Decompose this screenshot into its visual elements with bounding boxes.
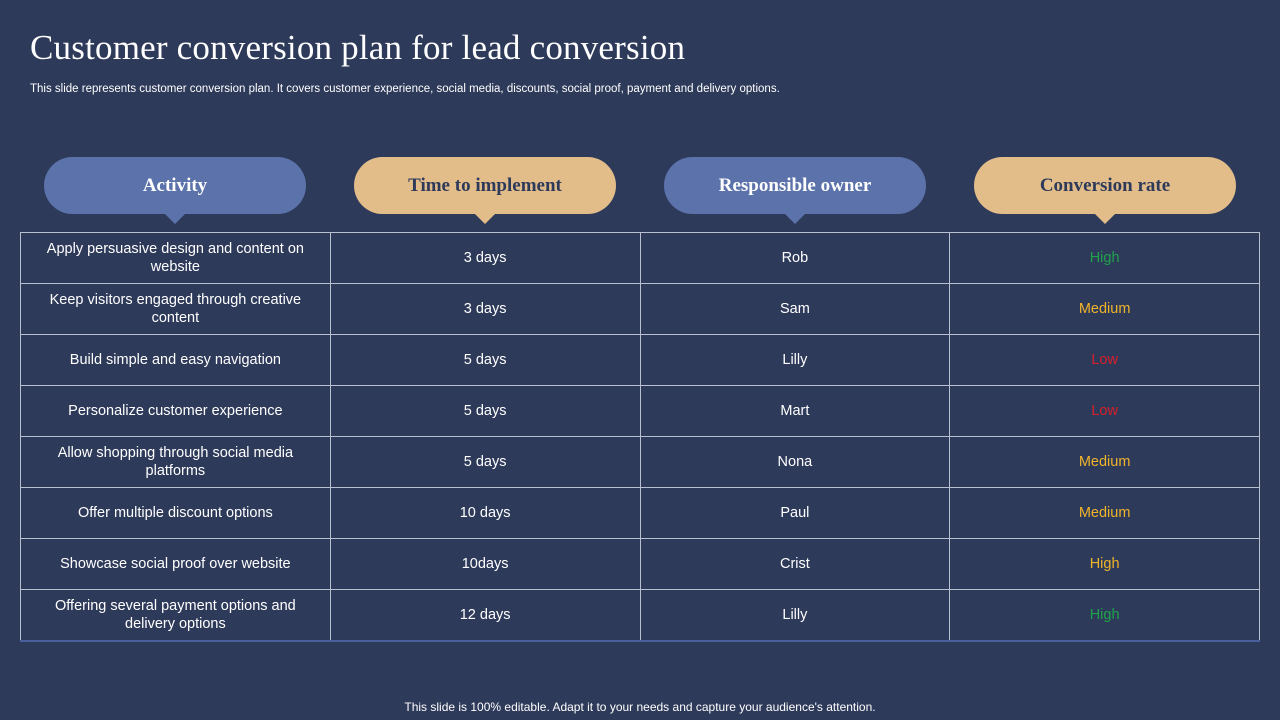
owner-cell: Nona bbox=[640, 437, 950, 488]
owner-cell: Sam bbox=[640, 284, 950, 335]
rate-cell: High bbox=[950, 590, 1260, 642]
table-row bbox=[21, 335, 1260, 386]
table-row bbox=[21, 488, 1260, 539]
owner-cell: Crist bbox=[640, 539, 950, 590]
owner-cell: Lilly bbox=[640, 335, 950, 386]
activity-cell: Apply persuasive design and content on website bbox=[21, 233, 331, 284]
table-row bbox=[21, 437, 1260, 488]
time-cell: 5 days bbox=[330, 437, 640, 488]
column-headers bbox=[20, 157, 1260, 227]
activity-cell: Build simple and easy navigation bbox=[21, 335, 331, 386]
table-row bbox=[21, 539, 1260, 590]
owner-cell: Mart bbox=[640, 386, 950, 437]
conversion-plan-table bbox=[20, 232, 1260, 642]
rate-cell: High bbox=[950, 233, 1260, 284]
time-cell: 5 days bbox=[330, 386, 640, 437]
time-cell: 10days bbox=[330, 539, 640, 590]
table-row bbox=[21, 233, 1260, 284]
rate-cell: Medium bbox=[950, 437, 1260, 488]
rate-cell: High bbox=[950, 539, 1260, 590]
owner-cell: Lilly bbox=[640, 590, 950, 642]
activity-cell: Showcase social proof over website bbox=[21, 539, 331, 590]
activity-cell: Allow shopping through social media platforms bbox=[21, 437, 331, 488]
header-conversion-rate: Conversion rate bbox=[974, 157, 1236, 214]
footer-note: This slide is 100% editable. Adapt it to your needs and capture your audience's attention. bbox=[404, 700, 876, 714]
table-row bbox=[21, 590, 1260, 642]
time-cell: 10 days bbox=[330, 488, 640, 539]
header-responsible-owner: Responsible owner bbox=[664, 157, 926, 214]
owner-cell: Paul bbox=[640, 488, 950, 539]
activity-cell: Offering several payment options and delivery options bbox=[21, 590, 331, 642]
rate-cell: Low bbox=[950, 335, 1260, 386]
time-cell: 3 days bbox=[330, 233, 640, 284]
rate-cell: Medium bbox=[950, 284, 1260, 335]
slide-title: Customer conversion plan for lead conversion bbox=[30, 28, 686, 67]
activity-cell: Personalize customer experience bbox=[21, 386, 331, 437]
owner-cell: Rob bbox=[640, 233, 950, 284]
table-row bbox=[21, 386, 1260, 437]
time-cell: 5 days bbox=[330, 335, 640, 386]
header-activity: Activity bbox=[44, 157, 306, 214]
table-row bbox=[21, 284, 1260, 335]
time-cell: 12 days bbox=[330, 590, 640, 642]
rate-cell: Low bbox=[950, 386, 1260, 437]
time-cell: 3 days bbox=[330, 284, 640, 335]
rate-cell: Medium bbox=[950, 488, 1260, 539]
slide-subtitle: This slide represents customer conversion plan. It covers customer experience, social media, discounts, social proof, payment and delivery options. bbox=[30, 83, 780, 95]
activity-cell: Offer multiple discount options bbox=[21, 488, 331, 539]
activity-cell: Keep visitors engaged through creative content bbox=[21, 284, 331, 335]
header-time-to-implement: Time to implement bbox=[354, 157, 616, 214]
